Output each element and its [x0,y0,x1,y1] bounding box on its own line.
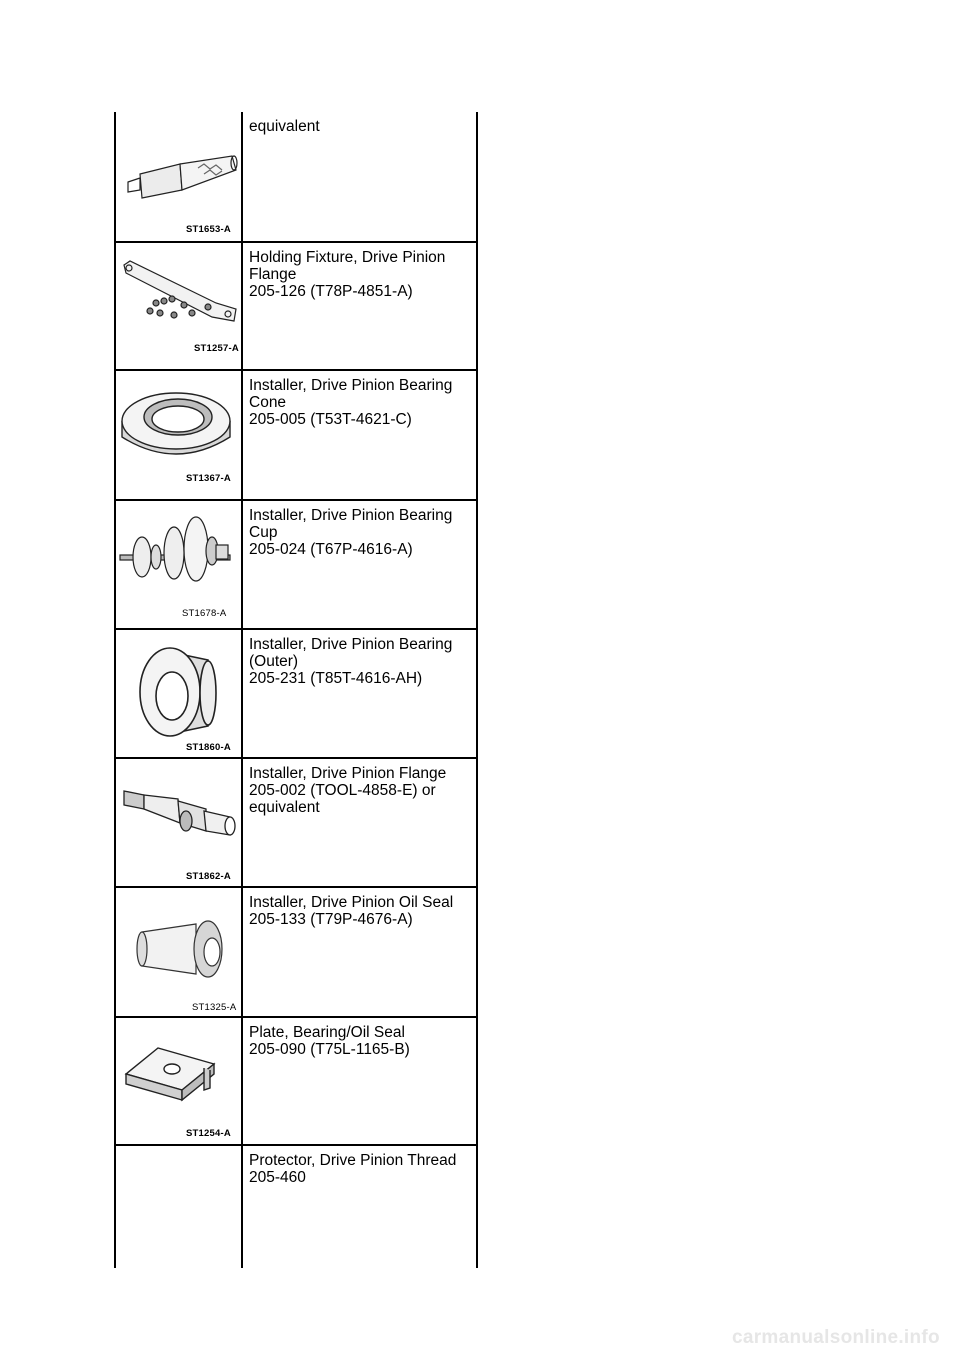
table-row [114,1018,478,1146]
tool-code: ST1257-A [194,343,239,354]
tool-description: Installer, Drive Pinion Bearing Cup 205-024 (T67P-4616-A) [249,507,453,558]
tool-code: ST1862-A [186,871,231,882]
tool-description: equivalent [249,118,320,135]
bearing-plate-icon [116,1018,241,1146]
tool-illustration-cell [116,243,241,371]
tool-description: Protector, Drive Pinion Thread 205-460 [249,1152,457,1186]
table-row [114,501,478,630]
tool-illustration-cell [116,759,241,888]
tool-description: Installer, Drive Pinion Flange 205-002 (TOOL-4858-E) or equivalent [249,765,447,816]
tool-illustration-cell [116,630,241,759]
table-row [114,888,478,1018]
tool-description: Installer, Drive Pinion Bearing Cone 205-005 (T53T-4621-C) [249,377,453,428]
tool-description: Installer, Drive Pinion Bearing (Outer) 205-231 (T85T-4616-AH) [249,636,453,687]
table-row [114,112,478,243]
tool-code: ST1367-A [186,473,231,484]
tool-illustration-cell [116,1146,241,1268]
tool-illustration-cell [116,501,241,630]
watermark-footer: carmanualsonline.info [732,1327,940,1348]
tool-illustration-cell [116,112,241,243]
outer-bearing-installer-icon [116,630,241,759]
table-row [114,630,478,759]
table-row [114,759,478,888]
table-row [114,1146,478,1268]
tool-illustration-cell [116,1018,241,1146]
tool-illustration-cell [116,371,241,501]
tool-description: Installer, Drive Pinion Oil Seal 205-133 (T79P-4676-A) [249,894,454,928]
flange-installer-icon [116,759,241,888]
tool-description: Holding Fixture, Drive Pinion Flange 205-126 (T78P-4851-A) [249,249,446,300]
tool-code: ST1653-A [186,224,231,235]
table-row [114,371,478,501]
table-row [114,243,478,371]
tool-code: ST1860-A [186,742,231,753]
special-tools-table [114,112,478,1268]
tool-description: Plate, Bearing/Oil Seal 205-090 (T75L-1165-B) [249,1024,410,1058]
tool-code: ST1325-A [192,1002,237,1013]
tool-code: ST1678-A [182,608,227,619]
oil-seal-installer-icon [116,888,241,1018]
tool-illustration-cell [116,888,241,1018]
tool-code: ST1254-A [186,1128,231,1139]
